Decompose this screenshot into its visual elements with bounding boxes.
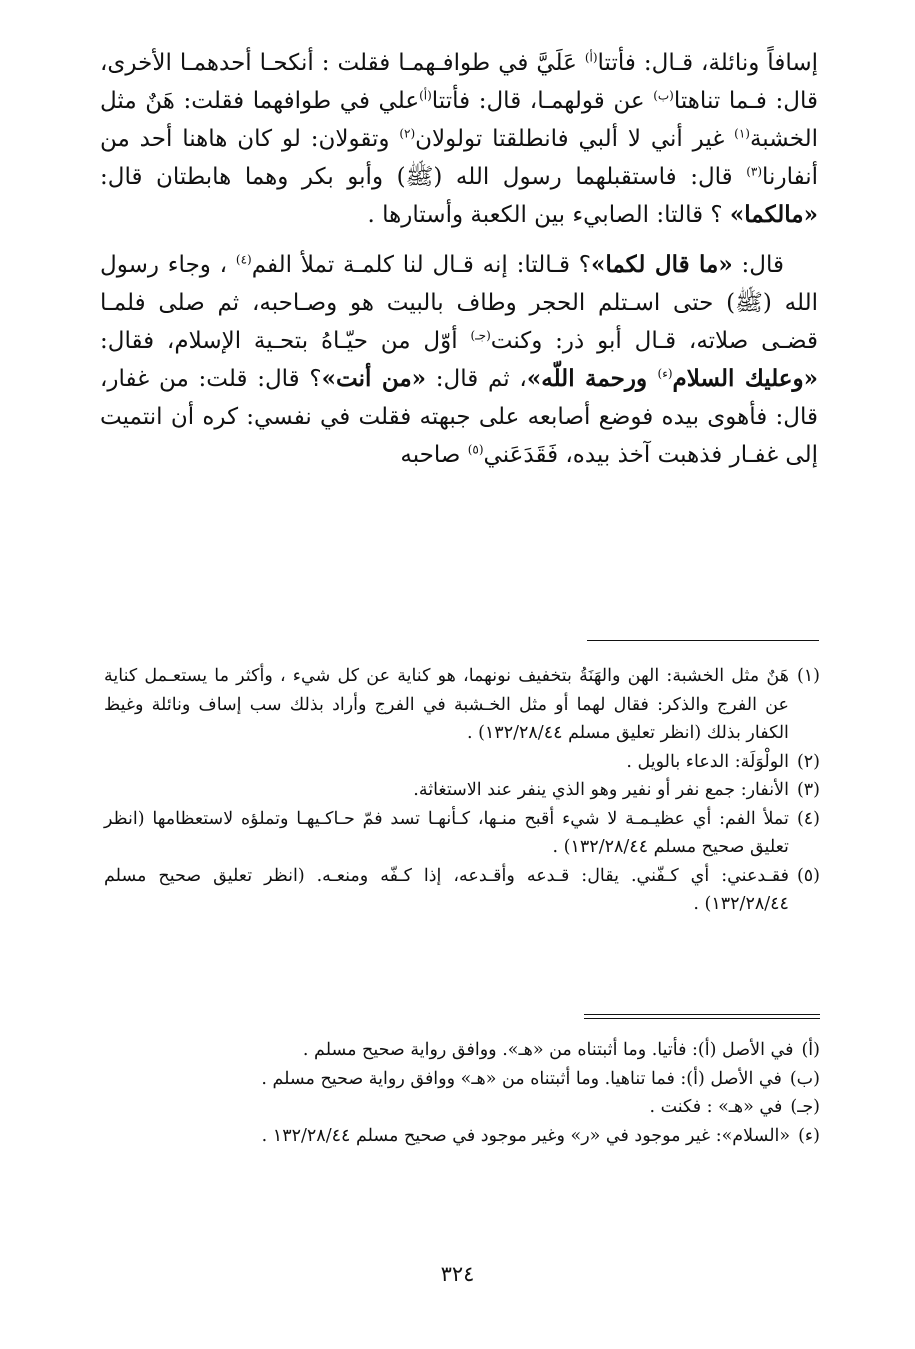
footnote-text: فقـدعني: أي كـفّني. يقال: قـدعه وأقـدعه، إذا كـفّه ومنعـه. (انظر تعليق صحيح مسلم ١٣٢/٢٨/٤٤) . bbox=[104, 865, 789, 914]
quoted-speech: «مالكما» bbox=[729, 201, 818, 228]
variant-item bbox=[104, 1093, 820, 1122]
quoted-speech: «وعليك السلام bbox=[672, 365, 819, 392]
text-run: عن قولهمـا، قال: فأتتا bbox=[431, 88, 654, 114]
text-run: ؟ قـالتا: إنه قـال لنا كلمـة تملأ الفم bbox=[251, 252, 591, 278]
variant-letter: (جـ) bbox=[790, 1097, 820, 1117]
footnote-ref: (٥) bbox=[467, 442, 484, 457]
footnote-number: (١) bbox=[796, 666, 820, 686]
text-run: إسافاً ونائلة، قـال: فأتتا bbox=[597, 50, 818, 76]
footnote-ref: (٤) bbox=[235, 252, 252, 267]
text-run: غير أني لا ألبي فانطلقتا تولولان bbox=[415, 126, 735, 152]
footnotes bbox=[104, 662, 820, 919]
paragraph-1 bbox=[100, 44, 818, 234]
footnote-item bbox=[104, 776, 820, 805]
text-run: صاحبه bbox=[400, 442, 468, 468]
main-text bbox=[100, 44, 818, 474]
footnote-text: الولْوَلَة: الدعاء بالويل . bbox=[626, 751, 789, 772]
text-run: قال: فاستقبلهما رسول الله (ﷺ) وأبو بكر وهما هابطتان قال: bbox=[100, 164, 747, 190]
text-run: ؟ قال: قلت: من غفار، قال: فأهوى بيده فوضع أصابعه على جبهته فقلت في نفسي: كره أن انتميت إلى غفـار فذهبت آخذ بيده، فَقَدَعَني bbox=[100, 366, 818, 468]
footnote-ref: (٢) bbox=[399, 126, 416, 141]
variant-text: في الأصل (أ): فما تناهيا. وما أثبتناه من «هـ» ووافق رواية صحيح مسلم . bbox=[261, 1068, 782, 1089]
footnote-ref: (أ) bbox=[584, 50, 598, 65]
footnote-separator bbox=[587, 640, 819, 641]
variant-item bbox=[104, 1065, 820, 1094]
text-run: ، وجاء رسول الله (ﷺ) حتى اسـتلم الحجر وطاف بالبيت هو وصـاحبه، ثم صلى فلمـا قضـى صلاته، قـال أبو ذر: وكنت bbox=[100, 252, 818, 354]
footnote-number: (٤) bbox=[796, 808, 820, 829]
footnote-text: هَنٌ مثل الخشبة: الهن والهَنَةُ بتخفيف نونهما، هو كناية عن كل شيء ، وأكثر ما يستعـمل كناية عن الفرج والذكر: فقال لهما أو مثل الخـشبة في الفرج وأراد بذلك سب إساف ونائلة وغيظ الكفار بذلك (انظر تعليق مسلم ١٣٢/٢٨/٤٤) . bbox=[104, 666, 789, 743]
footnote-number: (٢) bbox=[796, 751, 820, 772]
text-run: ، ثم قال: bbox=[426, 366, 527, 392]
footnote-item bbox=[104, 748, 820, 777]
quoted-speech: «من أنت» bbox=[321, 365, 427, 392]
variant-text: «السلام»: غير موجود في «ر» وغير موجود في صحيح مسلم ١٣٢/٢٨/٤٤ . bbox=[261, 1125, 791, 1146]
text-run: علي في طوافهما فقلت: هَنٌ مثل الخشبة bbox=[100, 88, 819, 152]
text-run: قال: bbox=[732, 252, 784, 278]
variants-separator bbox=[584, 1014, 820, 1019]
footnote-ref: (ب) bbox=[653, 88, 674, 103]
text-run: ؟ قالتا: الصابيء بين الكعبة وأستارها . bbox=[367, 202, 730, 228]
quoted-speech: ورحمة اللّه» bbox=[526, 365, 658, 392]
variant-item bbox=[104, 1036, 820, 1065]
footnote-ref: (١) bbox=[734, 126, 750, 141]
footnote-text: الأنفار: جمع نفر أو نفير وهو الذي ينفر عند الاستغاثة. bbox=[413, 780, 789, 800]
variant-letter: (ء) bbox=[798, 1125, 820, 1146]
text-run: أوّل من حيّـاهُ بتحـية الإسلام، فقال: bbox=[100, 328, 471, 354]
variant-letter: (أ) bbox=[801, 1040, 820, 1060]
text-run: وتقولان: لو كان هاهنا أحد من أنفارنا bbox=[100, 126, 818, 190]
footnote-ref: (جـ) bbox=[470, 328, 491, 343]
footnote-number: (٣) bbox=[796, 780, 820, 800]
manuscript-variants bbox=[104, 1036, 820, 1150]
quoted-speech: «ما قال لكما» bbox=[591, 251, 733, 278]
footnote-ref: (ء) bbox=[657, 366, 673, 381]
footnote-item bbox=[104, 805, 820, 862]
footnote-number: (٥) bbox=[796, 865, 820, 886]
variant-text: في الأصل (أ): فأتيا. وما أثبتناه من «هـ». ووافق رواية صحيح مسلم . bbox=[302, 1040, 794, 1060]
page-number: ٣٢٤ bbox=[440, 1262, 475, 1286]
paragraph-2 bbox=[100, 246, 818, 474]
variant-item bbox=[104, 1122, 820, 1151]
footnote-ref: (أ) bbox=[419, 88, 432, 103]
footnote-ref: (٣) bbox=[746, 164, 763, 179]
footnote-text: تملأ الفم: أي عظيـمـة لا شيء أقبح منـها، كـأنهـا تسد فمّ حـاكـيهـا وتملؤه لاستعظامها (انظر تعليق صحيح مسلم ١٣٢/٢٨/٤٤) . bbox=[104, 808, 789, 857]
footnote-item bbox=[104, 662, 820, 748]
variant-letter: (ب) bbox=[789, 1068, 820, 1089]
text-run: عَلَيَّ في طوافـهمـا فقلت : أنكحـا أحدهمـا الأخرى، قال: فـما تناهتا bbox=[100, 50, 818, 114]
variant-text: في «هـ» : فكنت . bbox=[649, 1097, 783, 1117]
footnote-item bbox=[104, 862, 820, 919]
